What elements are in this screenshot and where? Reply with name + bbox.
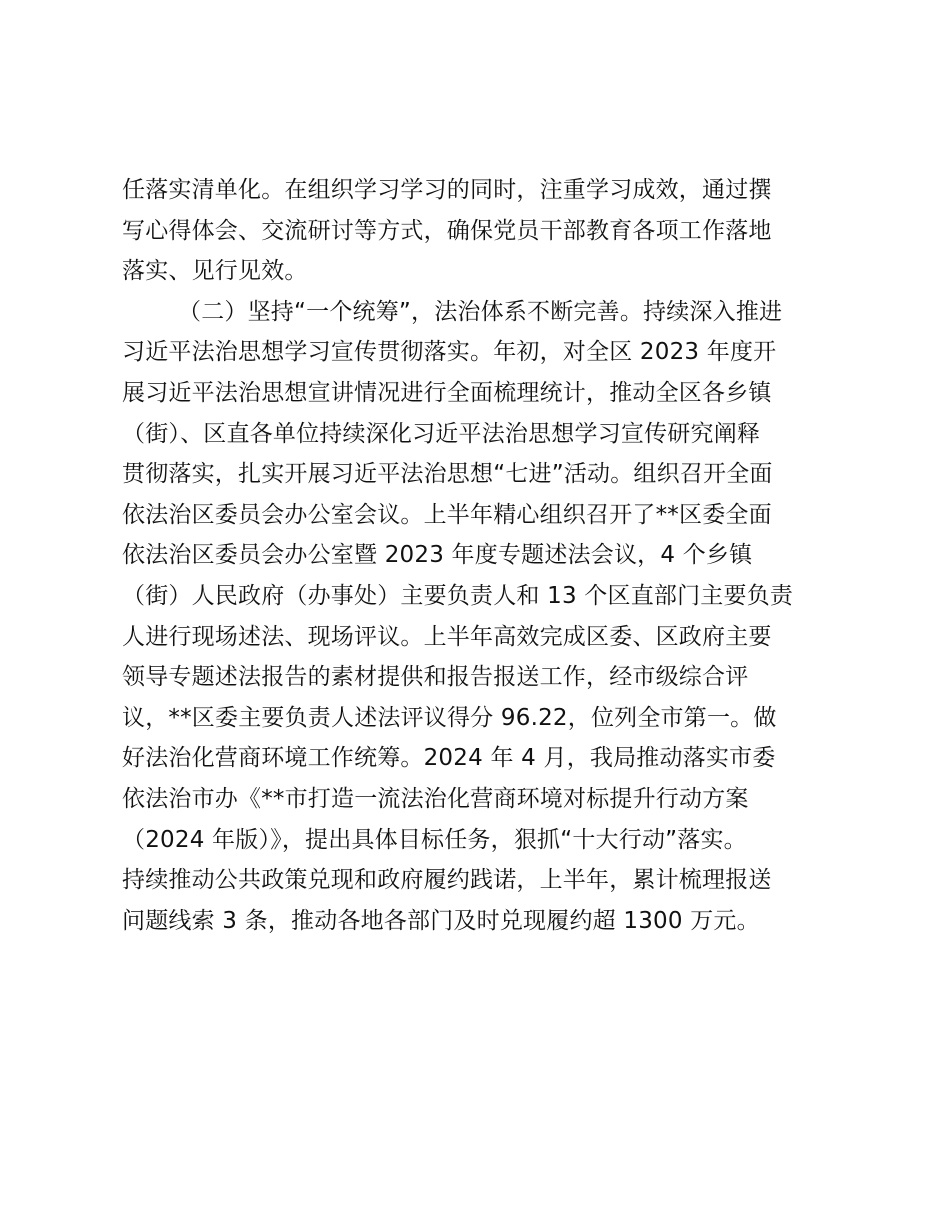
text-line: 展习近平法治思想宣讲情况进行全面梳理统计，推动全区各乡镇 <box>122 379 772 406</box>
text-line: 依法治市办《**市打造一流法治化营商环境对标提升行动方案 <box>122 785 749 812</box>
text-line: 好法治化营商环境工作统筹。2024 年 4 月，我局推动落实市委 <box>122 745 776 772</box>
text-line: 贯彻落实，扎实开展习近平法治思想“七进”活动。组织召开全面 <box>122 461 773 488</box>
document-body <box>122 170 842 941</box>
text-line: （街）、区直各单位持续深化习近平法治思想学习宣传研究阐释 <box>122 420 761 447</box>
text-line: 问题线索 3 条，推动各地各部门及时兑现履约超 1300 万元。 <box>122 907 760 934</box>
text-line: 持续推动公共政策兑现和政府履约践诺，上半年，累计梳理报送 <box>122 867 772 894</box>
text-line: （2024 年版）》，提出具体目标任务，狠抓“十大行动”落实。 <box>122 826 747 853</box>
text-line: 依法治区委员会办公室会议。上半年精心组织召开了**区委全面 <box>122 501 772 528</box>
text-line: （街）人民政府（办事处）主要负责人和 13 个区直部门主要负责 <box>122 582 794 609</box>
text-line: 落实、见行见效。 <box>122 258 308 285</box>
text-line: （二）坚持“一个统筹”，法治体系不断完善。持续深入推进 <box>178 298 783 325</box>
text-line: 领导专题述法报告的素材提供和报告报送工作，经市级综合评 <box>122 664 749 691</box>
text-line: 议，**区委主要负责人述法评议得分 96.22，位列全市第一。做 <box>122 704 777 731</box>
text-line: 人进行现场述法、现场评议。上半年高效完成区委、区政府主要 <box>122 623 772 650</box>
text-line: 写心得体会、交流研讨等方式，确保党员干部教育各项工作落地 <box>122 217 772 244</box>
text-line: 任落实清单化。在组织学习学习的同时，注重学习成效，通过撰 <box>122 177 772 203</box>
text-line: 依法治区委员会办公室暨 2023 年度专题述法会议，4 个乡镇 <box>122 542 753 569</box>
text-line: 习近平法治思想学习宣传贯彻落实。年初，对全区 2023 年度开 <box>122 339 777 366</box>
